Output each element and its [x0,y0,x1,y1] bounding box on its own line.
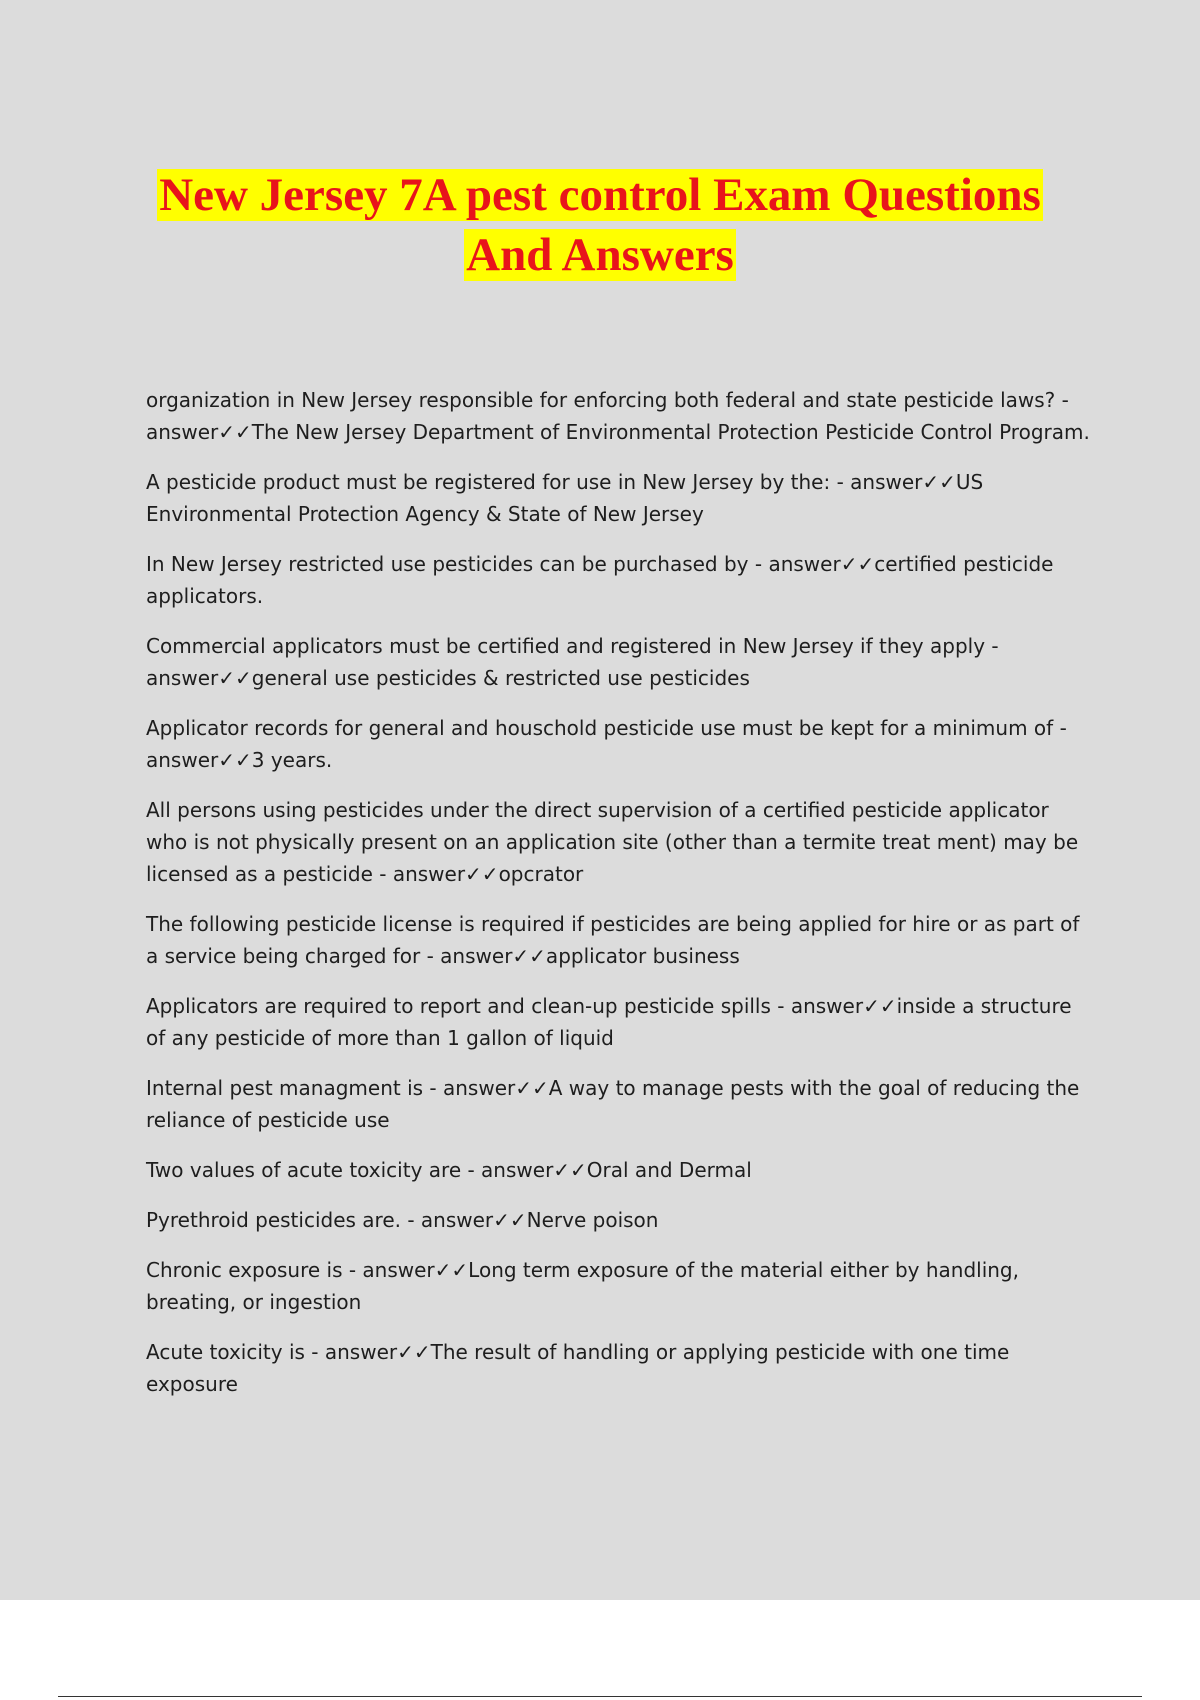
qa-item: Applicators are required to report and clean-up pesticide spills - answer✓✓inside a structure of any pesticide of more than 1 gallon of liquid [146,994,1072,1050]
qa-item: Applicator records for general and houschold pesticide use must be kept for a minimum of - answer✓✓3 years. [146,716,1067,772]
qa-item: Acute toxicity is - answer✓✓The result of handling or applying pesticide with one time exposure [146,1340,1010,1396]
qa-item: Pyrethroid pesticides are. - answer✓✓Nerve poison [146,1208,659,1232]
qa-item: Two values of acute toxicity are - answer✓✓Oral and Dermal [146,1158,752,1182]
qa-item: organization in New Jersey responsible for enforcing both federal and state pesticide laws? - answer✓✓The New Jersey Department of Environmental Protection Pesticide Control Program. [146,388,1090,444]
footer-divider [58,1696,1142,1697]
qa-item: Chronic exposure is - answer✓✓Long term exposure of the material either by handling, breating, or ingestion [146,1258,1019,1314]
qa-item: Commercial applicators must be certified and registered in New Jersey if they apply - answer✓✓general use pesticides & restricted use pesticides [146,634,999,690]
qa-item: In New Jersey restricted use pesticides can be purchased by - answer✓✓certified pesticide applicators. [146,552,1054,608]
qa-item: A pesticide product must be registered for use in New Jersey by the: - answer✓✓US Environmental Protection Agency & State of New Jersey [146,470,984,526]
qa-item: The following pesticide license is required if pesticides are being applied for hire or as part of a service being charged for - answer✓✓applicator business [146,912,1080,968]
title-line-1: New Jersey 7A pest control Exam Questions [159,169,1041,221]
qa-item: All persons using pesticides under the direct supervision of a certified pesticide applicator who is not physically present on an application site (other than a termite treat ment) may be licensed as a pesticide - answer✓✓opcrator [146,798,1079,886]
qa-list [146,384,1096,1418]
document-title [0,165,1200,285]
qa-item: Internal pest managment is - answer✓✓A way to manage pests with the goal of reducing the reliance of pesticide use [146,1076,1080,1132]
title-line-2: And Answers [466,229,734,281]
